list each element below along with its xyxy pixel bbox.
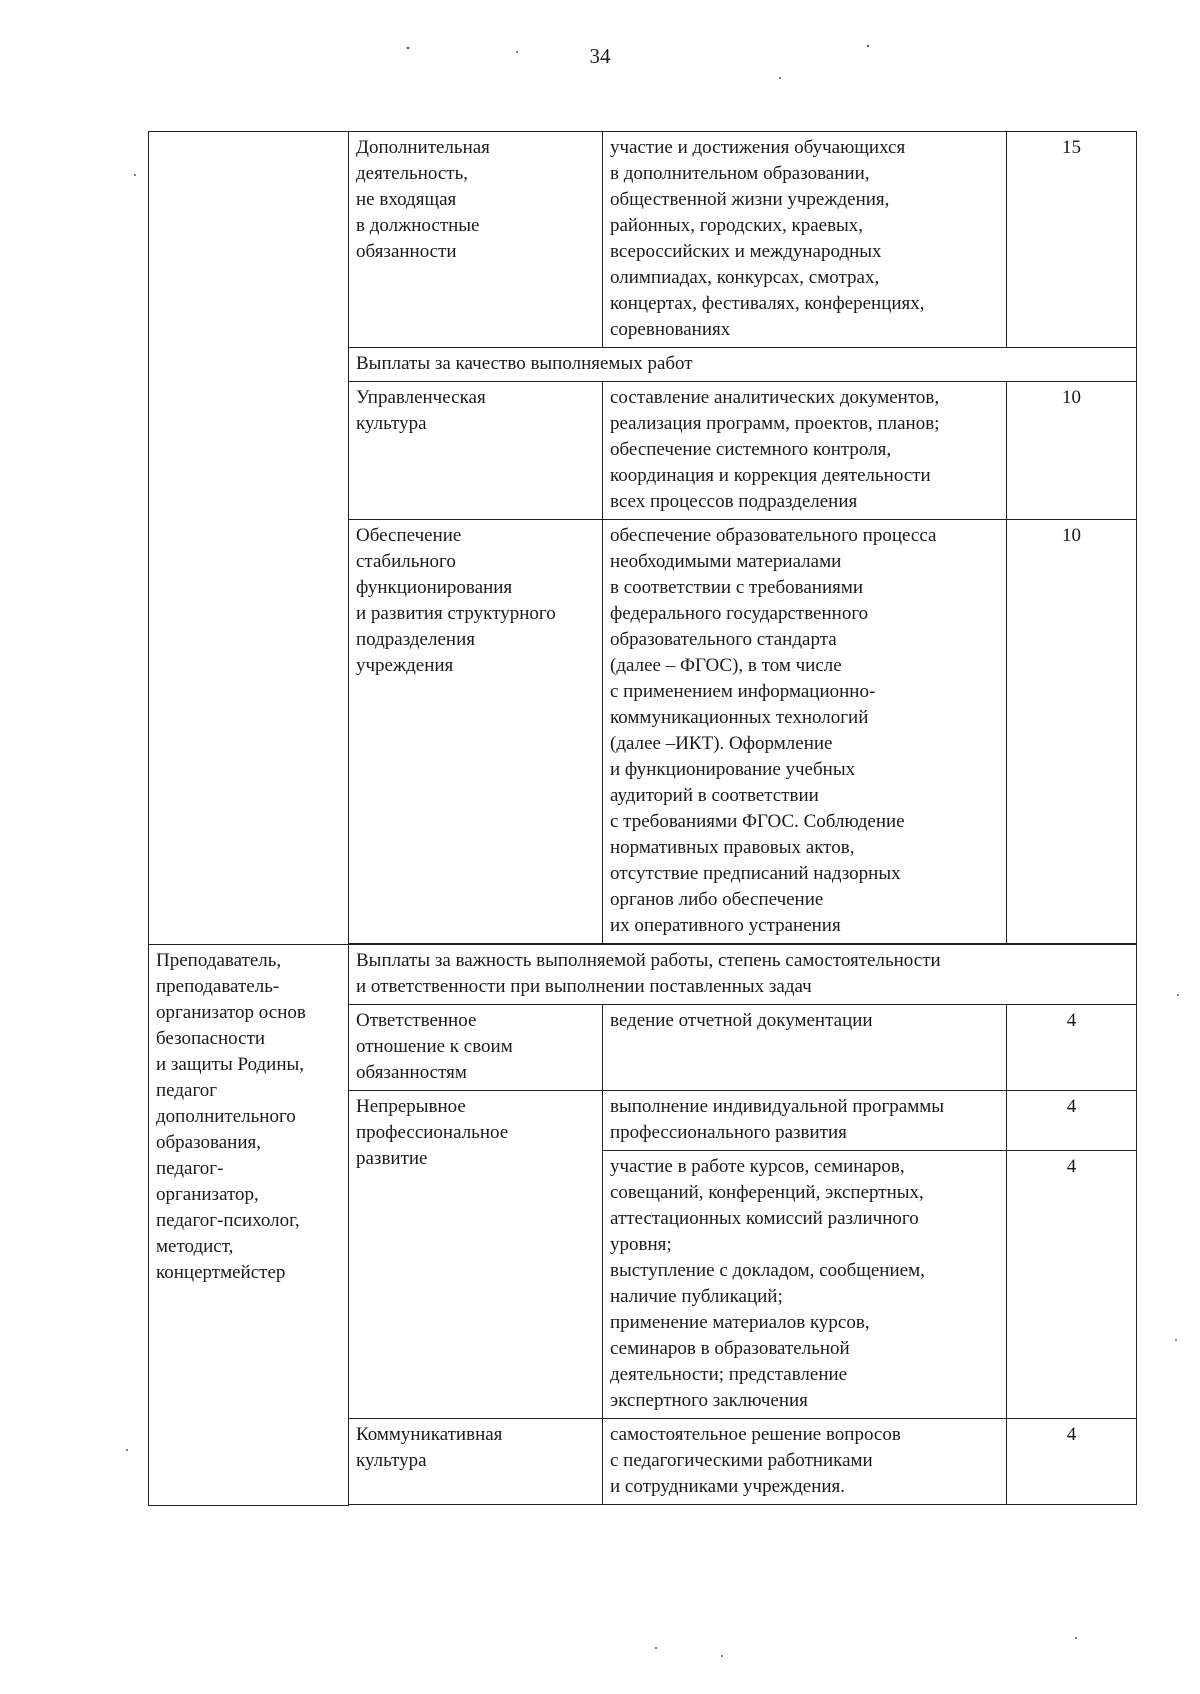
score-cell: 10 xyxy=(1007,520,1137,944)
scan-speck xyxy=(1177,994,1179,996)
score-cell: 4 xyxy=(1007,1151,1137,1419)
criterion-cell: Коммуникативная культура xyxy=(349,1419,603,1505)
criterion-cell: Обеспечение стабильного функционирования и развития структурного подразделения учреждения xyxy=(349,520,603,944)
score-cell: 4 xyxy=(1007,1005,1137,1091)
score-cell: 4 xyxy=(1007,1091,1137,1151)
score-cell: 4 xyxy=(1007,1419,1137,1505)
scan-speck xyxy=(407,47,409,49)
section-header-importance: Выплаты за важность выполняемой работы, степень самостоятельности и ответственности при выполнении поставленных задач xyxy=(349,945,1137,1005)
scan-speck xyxy=(779,77,781,79)
scan-speck xyxy=(134,174,136,176)
indicator-cell: самостоятельное решение вопросов с педагогическими работниками и сотрудниками учреждения. xyxy=(603,1419,1007,1505)
criterion-cell: Непрерывное профессиональное развитие xyxy=(349,1091,603,1419)
criterion-cell: Управленческая культура xyxy=(349,382,603,520)
score-cell: 15 xyxy=(1007,132,1137,348)
criterion-cell: Ответственное отношение к своим обязанностям xyxy=(349,1005,603,1091)
indicator-cell: участие в работе курсов, семинаров, совещаний, конференций, экспертных, аттестационных комиссий различного уровня; выступление с докладом, сообщением, наличие публикаций; применение материалов курсов, семинаров в образовательной деятельности; представление экспертного заключения xyxy=(603,1151,1007,1419)
scan-speck xyxy=(126,1449,128,1451)
scan-speck xyxy=(721,1655,723,1657)
position-group-cell: Преподаватель, преподаватель- организатор основ безопасности и защиты Родины, педагог дополнительного образования, педагог- организатор, педагог-психолог, методист, концертмейстер xyxy=(149,945,349,1506)
scan-speck xyxy=(1075,1637,1077,1639)
indicator-cell: ведение отчетной документации xyxy=(603,1005,1007,1091)
section-header-quality: Выплаты за качество выполняемых работ xyxy=(349,348,1137,382)
indicator-cell: обеспечение образовательного процесса необходимыми материалами в соответствии с требованиями федерального государственного образовательного стандарта (далее – ФГОС), в том числе с применением информационно- коммуникационных технологий (далее –ИКТ). Оформление и функционирование учебных аудиторий в соответствии с требованиями ФГОС. Соблюдение нормативных правовых актов, отсутствие предписаний надзорных органов либо обеспечение их оперативного устранения xyxy=(603,520,1007,944)
scan-speck xyxy=(867,45,869,47)
page-number: 34 xyxy=(589,44,611,68)
scan-speck xyxy=(1175,1339,1177,1341)
indicator-cell: участие и достижения обучающихся в дополнительном образовании, общественной жизни учреждения, районных, городских, краевых, всероссийских и международных олимпиадах, конкурсах, смотрах, концертах, фестивалях, конференциях, соревнованиях xyxy=(603,132,1007,348)
score-cell: 10 xyxy=(1007,382,1137,520)
criterion-cell: Дополнительная деятельность, не входящая в должностные обязанности xyxy=(349,132,603,348)
scan-speck xyxy=(655,1647,657,1649)
scan-speck xyxy=(516,51,518,53)
indicator-cell: составление аналитических документов, реализация программ, проектов, планов; обеспечение системного контроля, координация и коррекция деятельности всех процессов подразделения xyxy=(603,382,1007,520)
indicator-cell: выполнение индивидуальной программы профессионального развития xyxy=(603,1091,1007,1151)
